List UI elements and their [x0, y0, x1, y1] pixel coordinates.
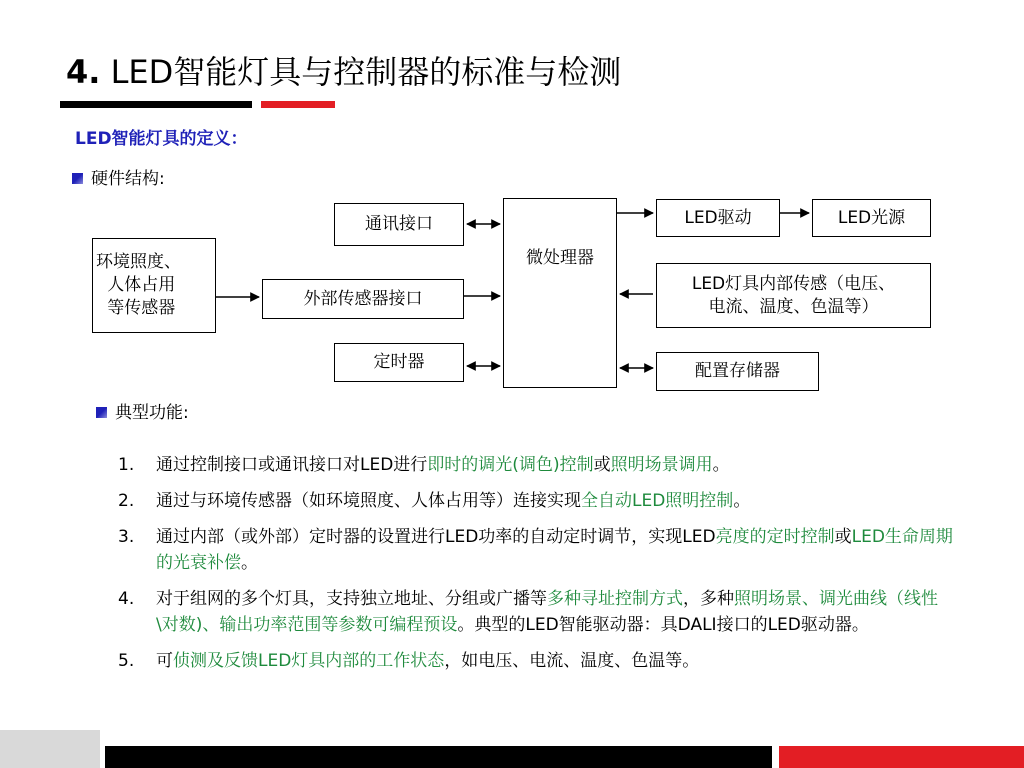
function-text: 或 — [834, 527, 852, 547]
function-highlight-text: 多种寻址控制方式 — [547, 589, 683, 609]
function-item-number: 2. — [118, 491, 135, 511]
diagram-mcu-box: 微处理器 — [503, 198, 617, 388]
function-text: 。 — [241, 553, 258, 573]
function-item-number: 5. — [118, 651, 135, 671]
functions-list — [118, 452, 958, 684]
function-text: ，如电压、电流、温度、色温等。 — [444, 651, 700, 671]
bullet-hardware-label: 硬件结构: — [91, 169, 165, 189]
function-text: 或 — [593, 455, 611, 475]
section-heading: LED智能灯具的定义： — [75, 129, 248, 149]
footer-gray-block — [0, 730, 100, 768]
function-highlight-text: 全自动LED照明控制 — [581, 491, 734, 511]
diagram-sensors-box: 环境照度、 人体占用 等传感器 — [92, 238, 216, 333]
title-number: 4. — [66, 53, 101, 91]
bullet-functions-label: 典型功能: — [115, 403, 189, 423]
function-text: 通过控制接口或通讯接口对LED进行 — [156, 455, 428, 475]
diagram-external-sensor-port-box: 外部传感器接口 — [262, 279, 464, 319]
title-text: LED智能灯具与控制器的标准与检测 — [110, 53, 622, 91]
function-item-number: 3. — [118, 527, 135, 547]
footer-black-bar — [105, 746, 772, 768]
function-item — [118, 488, 958, 514]
function-text: 对于组网的多个灯具，支持独立地址、分组或广播等 — [156, 589, 547, 609]
function-item-number: 4. — [118, 589, 135, 609]
function-text: 通过与环境传感器（如环境照度、人体占用等）连接实现 — [156, 491, 581, 511]
bullet-square-icon — [96, 407, 107, 418]
function-text: 通过内部（或外部）定时器的设置进行LED功率的自动定时调节，实现LED — [156, 527, 716, 547]
function-item — [118, 648, 958, 674]
function-item — [118, 452, 958, 478]
diagram-led-source-box: LED光源 — [812, 199, 931, 237]
footer-red-bar — [779, 746, 1024, 768]
function-highlight-text: 侦测及反馈LED灯具内部的工作状态 — [173, 651, 445, 671]
function-item-number: 1. — [118, 455, 135, 475]
function-highlight-text: 照明场景调用 — [610, 455, 713, 475]
function-text: 可 — [156, 651, 173, 671]
function-highlight-text: 照明场景、调光曲线（线性\对数)、输出功率范围等参数可编程预设 — [156, 589, 938, 635]
bullet-functions — [96, 402, 189, 424]
function-text: 。 — [733, 491, 751, 511]
function-highlight-text: LED生命周期的光衰补偿 — [156, 527, 953, 573]
diagram-led-driver-box: LED驱动 — [656, 199, 780, 237]
function-text: 。 — [712, 455, 730, 475]
diagram-timer-box: 定时器 — [334, 343, 464, 382]
function-text: 。典型的LED智能驱动器：具DALI接口的LED驱动器。 — [457, 615, 869, 635]
diagram-internal-sensing-box: LED灯具内部传感（电压、 电流、温度、色温等） — [656, 263, 931, 328]
function-item — [118, 586, 958, 638]
function-item — [118, 524, 958, 576]
function-highlight-text: 亮度的定时控制 — [715, 527, 835, 547]
function-text: ，多种 — [683, 589, 734, 609]
function-highlight-text: 即时的调光(调色)控制 — [427, 455, 594, 475]
diagram-comm-port-box: 通讯接口 — [334, 203, 464, 246]
diagram-config-storage-box: 配置存储器 — [656, 352, 819, 391]
